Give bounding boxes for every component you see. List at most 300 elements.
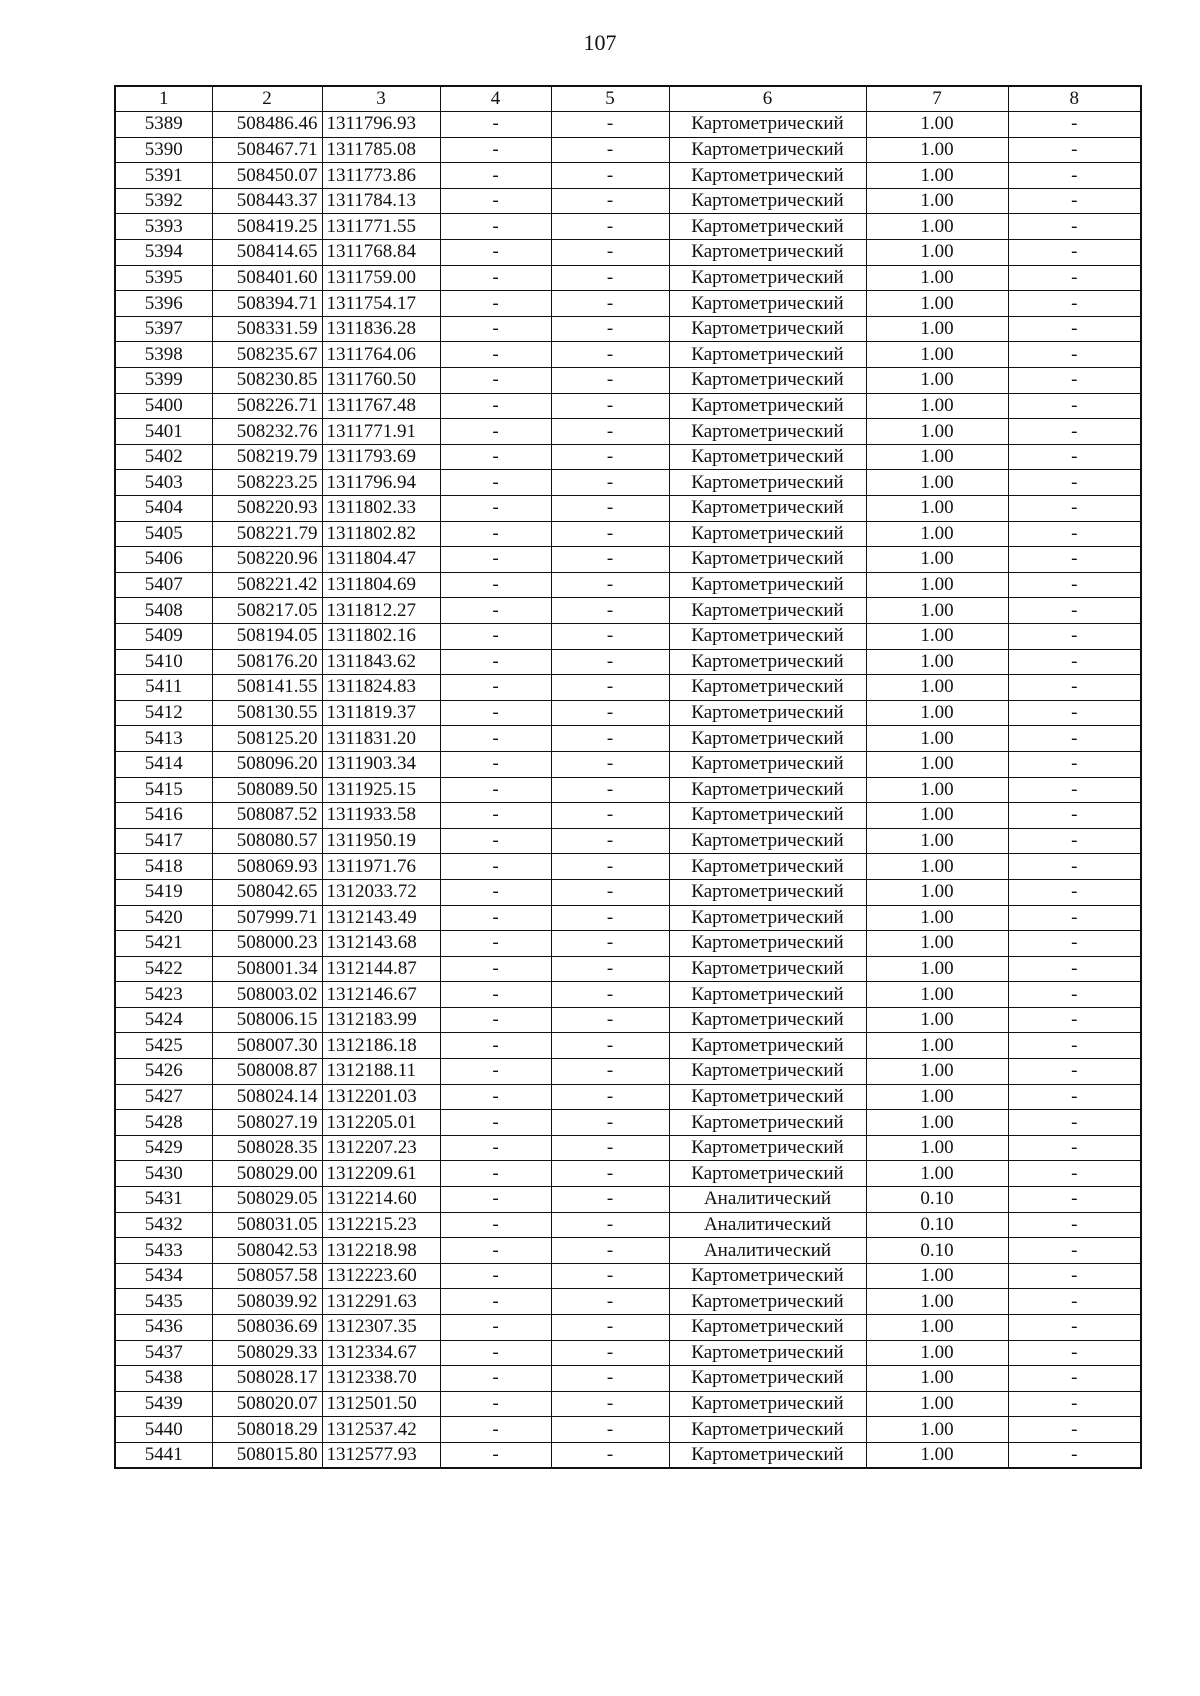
col4-cell: -	[440, 1340, 551, 1366]
table-row	[115, 1007, 1141, 1033]
col4-cell: -	[440, 393, 551, 419]
method-cell: Картометрический	[669, 1007, 866, 1033]
col8-cell: -	[1008, 1161, 1141, 1187]
accuracy-cell: 1.00	[866, 1289, 1008, 1315]
col4-cell: -	[440, 598, 551, 624]
col4-cell: -	[440, 214, 551, 240]
point-number-cell: 5424	[115, 1007, 212, 1033]
y-coordinate-cell: 1311843.62	[322, 649, 440, 675]
y-coordinate-cell: 1312209.61	[322, 1161, 440, 1187]
col8-cell: -	[1008, 726, 1141, 752]
method-cell: Картометрический	[669, 1135, 866, 1161]
table-row	[115, 1238, 1141, 1264]
y-coordinate-cell: 1312207.23	[322, 1135, 440, 1161]
point-number-cell: 5408	[115, 598, 212, 624]
col5-cell: -	[551, 444, 669, 470]
accuracy-cell: 1.00	[866, 623, 1008, 649]
col8-cell: -	[1008, 1366, 1141, 1392]
table-row	[115, 547, 1141, 573]
accuracy-cell: 1.00	[866, 316, 1008, 342]
col4-cell: -	[440, 444, 551, 470]
table-row	[115, 1135, 1141, 1161]
col5-cell: -	[551, 854, 669, 880]
col8-cell: -	[1008, 214, 1141, 240]
method-cell: Аналитический	[669, 1212, 866, 1238]
col5-cell: -	[551, 291, 669, 317]
method-cell: Картометрический	[669, 956, 866, 982]
accuracy-cell: 1.00	[866, 905, 1008, 931]
col5-cell: -	[551, 1417, 669, 1443]
col8-cell: -	[1008, 675, 1141, 701]
col5-cell: -	[551, 803, 669, 829]
col5-cell: -	[551, 163, 669, 189]
y-coordinate-cell: 1312307.35	[322, 1315, 440, 1341]
col4-cell: -	[440, 163, 551, 189]
point-number-cell: 5421	[115, 931, 212, 957]
col5-cell: -	[551, 342, 669, 368]
col4-cell: -	[440, 1059, 551, 1085]
x-coordinate-cell: 507999.71	[212, 905, 322, 931]
col8-cell: -	[1008, 751, 1141, 777]
x-coordinate-cell: 508000.23	[212, 931, 322, 957]
y-coordinate-cell: 1311767.48	[322, 393, 440, 419]
col5-cell: -	[551, 1161, 669, 1187]
table-row	[115, 803, 1141, 829]
point-number-cell: 5389	[115, 112, 212, 138]
table-row	[115, 521, 1141, 547]
x-coordinate-cell: 508223.25	[212, 470, 322, 496]
col4-cell: -	[440, 726, 551, 752]
col5-cell: -	[551, 1263, 669, 1289]
point-number-cell: 5427	[115, 1084, 212, 1110]
col5-cell: -	[551, 1059, 669, 1085]
table-row	[115, 982, 1141, 1008]
table-row	[115, 726, 1141, 752]
accuracy-cell: 1.00	[866, 1315, 1008, 1341]
table-row	[115, 1084, 1141, 1110]
col4-cell: -	[440, 291, 551, 317]
method-cell: Картометрический	[669, 547, 866, 573]
method-cell: Картометрический	[669, 214, 866, 240]
x-coordinate-cell: 508220.93	[212, 496, 322, 522]
x-coordinate-cell: 508096.20	[212, 751, 322, 777]
col5-cell: -	[551, 521, 669, 547]
col4-cell: -	[440, 956, 551, 982]
col8-cell: -	[1008, 419, 1141, 445]
col5-cell: -	[551, 240, 669, 266]
col8-cell: -	[1008, 342, 1141, 368]
col5-cell: -	[551, 905, 669, 931]
point-number-cell: 5434	[115, 1263, 212, 1289]
method-cell: Картометрический	[669, 777, 866, 803]
col4-cell: -	[440, 905, 551, 931]
method-cell: Картометрический	[669, 521, 866, 547]
y-coordinate-cell: 1312205.01	[322, 1110, 440, 1136]
col5-cell: -	[551, 137, 669, 163]
method-cell: Картометрический	[669, 726, 866, 752]
point-number-cell: 5438	[115, 1366, 212, 1392]
y-coordinate-cell: 1311933.58	[322, 803, 440, 829]
col5-cell: -	[551, 828, 669, 854]
accuracy-cell: 0.10	[866, 1187, 1008, 1213]
col5-cell: -	[551, 1340, 669, 1366]
x-coordinate-cell: 508007.30	[212, 1033, 322, 1059]
table-row	[115, 828, 1141, 854]
col4-cell: -	[440, 496, 551, 522]
col5-cell: -	[551, 700, 669, 726]
x-coordinate-cell: 508221.79	[212, 521, 322, 547]
method-cell: Картометрический	[669, 1110, 866, 1136]
table-row	[115, 956, 1141, 982]
col8-cell: -	[1008, 1187, 1141, 1213]
y-coordinate-cell: 1312223.60	[322, 1263, 440, 1289]
y-coordinate-cell: 1312334.67	[322, 1340, 440, 1366]
col4-cell: -	[440, 1442, 551, 1468]
table-row	[115, 905, 1141, 931]
x-coordinate-cell: 508029.33	[212, 1340, 322, 1366]
y-coordinate-cell: 1311802.82	[322, 521, 440, 547]
col8-cell: -	[1008, 1212, 1141, 1238]
table-row	[115, 1289, 1141, 1315]
accuracy-cell: 1.00	[866, 137, 1008, 163]
y-coordinate-cell: 1311759.00	[322, 265, 440, 291]
y-coordinate-cell: 1312188.11	[322, 1059, 440, 1085]
x-coordinate-cell: 508029.00	[212, 1161, 322, 1187]
accuracy-cell: 1.00	[866, 1059, 1008, 1085]
method-cell: Картометрический	[669, 419, 866, 445]
point-number-cell: 5410	[115, 649, 212, 675]
table-row	[115, 1366, 1141, 1392]
x-coordinate-cell: 508003.02	[212, 982, 322, 1008]
y-coordinate-cell: 1311819.37	[322, 700, 440, 726]
table-row	[115, 572, 1141, 598]
col4-cell: -	[440, 1007, 551, 1033]
method-cell: Картометрический	[669, 393, 866, 419]
y-coordinate-cell: 1311804.47	[322, 547, 440, 573]
x-coordinate-cell: 508027.19	[212, 1110, 322, 1136]
col8-cell: -	[1008, 112, 1141, 138]
column-header: 8	[1008, 86, 1141, 112]
x-coordinate-cell: 508221.42	[212, 572, 322, 598]
method-cell: Картометрический	[669, 1161, 866, 1187]
col4-cell: -	[440, 1315, 551, 1341]
col5-cell: -	[551, 572, 669, 598]
col4-cell: -	[440, 137, 551, 163]
col4-cell: -	[440, 982, 551, 1008]
table-row	[115, 496, 1141, 522]
x-coordinate-cell: 508042.53	[212, 1238, 322, 1264]
point-number-cell: 5425	[115, 1033, 212, 1059]
x-coordinate-cell: 508031.05	[212, 1212, 322, 1238]
col5-cell: -	[551, 188, 669, 214]
method-cell: Картометрический	[669, 649, 866, 675]
y-coordinate-cell: 1311764.06	[322, 342, 440, 368]
col8-cell: -	[1008, 1340, 1141, 1366]
y-coordinate-cell: 1312186.18	[322, 1033, 440, 1059]
y-coordinate-cell: 1311903.34	[322, 751, 440, 777]
point-number-cell: 5437	[115, 1340, 212, 1366]
point-number-cell: 5406	[115, 547, 212, 573]
y-coordinate-cell: 1311771.91	[322, 419, 440, 445]
method-cell: Картометрический	[669, 623, 866, 649]
method-cell: Картометрический	[669, 931, 866, 957]
col4-cell: -	[440, 265, 551, 291]
accuracy-cell: 1.00	[866, 1340, 1008, 1366]
point-number-cell: 5397	[115, 316, 212, 342]
col8-cell: -	[1008, 521, 1141, 547]
col4-cell: -	[440, 700, 551, 726]
accuracy-cell: 1.00	[866, 700, 1008, 726]
table-row	[115, 649, 1141, 675]
method-cell: Картометрический	[669, 368, 866, 394]
accuracy-cell: 1.00	[866, 572, 1008, 598]
x-coordinate-cell: 508080.57	[212, 828, 322, 854]
point-number-cell: 5432	[115, 1212, 212, 1238]
method-cell: Аналитический	[669, 1238, 866, 1264]
col4-cell: -	[440, 1238, 551, 1264]
point-number-cell: 5401	[115, 419, 212, 445]
method-cell: Картометрический	[669, 803, 866, 829]
y-coordinate-cell: 1312215.23	[322, 1212, 440, 1238]
col5-cell: -	[551, 1110, 669, 1136]
col4-cell: -	[440, 1033, 551, 1059]
column-header: 6	[669, 86, 866, 112]
table-row	[115, 623, 1141, 649]
table-body	[115, 112, 1141, 1468]
col4-cell: -	[440, 470, 551, 496]
method-cell: Картометрический	[669, 982, 866, 1008]
point-number-cell: 5429	[115, 1135, 212, 1161]
point-number-cell: 5393	[115, 214, 212, 240]
table-row	[115, 188, 1141, 214]
accuracy-cell: 1.00	[866, 1391, 1008, 1417]
col8-cell: -	[1008, 470, 1141, 496]
x-coordinate-cell: 508028.17	[212, 1366, 322, 1392]
point-number-cell: 5395	[115, 265, 212, 291]
accuracy-cell: 1.00	[866, 1417, 1008, 1443]
y-coordinate-cell: 1311760.50	[322, 368, 440, 394]
accuracy-cell: 1.00	[866, 496, 1008, 522]
x-coordinate-cell: 508015.80	[212, 1442, 322, 1468]
table-row	[115, 342, 1141, 368]
column-header: 4	[440, 86, 551, 112]
col8-cell: -	[1008, 1315, 1141, 1341]
col8-cell: -	[1008, 931, 1141, 957]
col8-cell: -	[1008, 879, 1141, 905]
x-coordinate-cell: 508232.76	[212, 419, 322, 445]
col5-cell: -	[551, 1366, 669, 1392]
x-coordinate-cell: 508029.05	[212, 1187, 322, 1213]
col5-cell: -	[551, 1238, 669, 1264]
accuracy-cell: 1.00	[866, 444, 1008, 470]
col4-cell: -	[440, 854, 551, 880]
x-coordinate-cell: 508006.15	[212, 1007, 322, 1033]
accuracy-cell: 1.00	[866, 470, 1008, 496]
table-row	[115, 751, 1141, 777]
col5-cell: -	[551, 112, 669, 138]
point-number-cell: 5404	[115, 496, 212, 522]
accuracy-cell: 1.00	[866, 163, 1008, 189]
point-number-cell: 5428	[115, 1110, 212, 1136]
y-coordinate-cell: 1312214.60	[322, 1187, 440, 1213]
x-coordinate-cell: 508130.55	[212, 700, 322, 726]
y-coordinate-cell: 1312338.70	[322, 1366, 440, 1392]
y-coordinate-cell: 1311831.20	[322, 726, 440, 752]
method-cell: Картометрический	[669, 163, 866, 189]
table-row	[115, 1187, 1141, 1213]
table-row	[115, 214, 1141, 240]
col4-cell: -	[440, 368, 551, 394]
point-number-cell: 5394	[115, 240, 212, 266]
col5-cell: -	[551, 956, 669, 982]
x-coordinate-cell: 508486.46	[212, 112, 322, 138]
col8-cell: -	[1008, 572, 1141, 598]
table-row	[115, 1161, 1141, 1187]
col8-cell: -	[1008, 649, 1141, 675]
y-coordinate-cell: 1312501.50	[322, 1391, 440, 1417]
method-cell: Картометрический	[669, 470, 866, 496]
col4-cell: -	[440, 1263, 551, 1289]
x-coordinate-cell: 508467.71	[212, 137, 322, 163]
point-number-cell: 5420	[115, 905, 212, 931]
col8-cell: -	[1008, 1238, 1141, 1264]
col4-cell: -	[440, 1417, 551, 1443]
x-coordinate-cell: 508331.59	[212, 316, 322, 342]
col8-cell: -	[1008, 828, 1141, 854]
method-cell: Картометрический	[669, 1340, 866, 1366]
x-coordinate-cell: 508414.65	[212, 240, 322, 266]
col5-cell: -	[551, 419, 669, 445]
table-row	[115, 1110, 1141, 1136]
y-coordinate-cell: 1312577.93	[322, 1442, 440, 1468]
col4-cell: -	[440, 1084, 551, 1110]
page-number: 107	[583, 30, 617, 55]
x-coordinate-cell: 508089.50	[212, 777, 322, 803]
point-number-cell: 5436	[115, 1315, 212, 1341]
table-row	[115, 1417, 1141, 1443]
accuracy-cell: 1.00	[866, 112, 1008, 138]
y-coordinate-cell: 1312143.49	[322, 905, 440, 931]
point-number-cell: 5422	[115, 956, 212, 982]
col5-cell: -	[551, 1212, 669, 1238]
accuracy-cell: 1.00	[866, 214, 1008, 240]
col4-cell: -	[440, 1289, 551, 1315]
col8-cell: -	[1008, 1442, 1141, 1468]
y-coordinate-cell: 1311773.86	[322, 163, 440, 189]
header-row	[115, 86, 1141, 112]
col4-cell: -	[440, 777, 551, 803]
col5-cell: -	[551, 751, 669, 777]
x-coordinate-cell: 508450.07	[212, 163, 322, 189]
x-coordinate-cell: 508230.85	[212, 368, 322, 394]
method-cell: Картометрический	[669, 700, 866, 726]
col5-cell: -	[551, 879, 669, 905]
col4-cell: -	[440, 419, 551, 445]
method-cell: Картометрический	[669, 342, 866, 368]
accuracy-cell: 1.00	[866, 751, 1008, 777]
y-coordinate-cell: 1311796.93	[322, 112, 440, 138]
col4-cell: -	[440, 828, 551, 854]
accuracy-cell: 1.00	[866, 675, 1008, 701]
point-number-cell: 5399	[115, 368, 212, 394]
method-cell: Аналитический	[669, 1187, 866, 1213]
accuracy-cell: 1.00	[866, 879, 1008, 905]
col8-cell: -	[1008, 265, 1141, 291]
x-coordinate-cell: 508057.58	[212, 1263, 322, 1289]
y-coordinate-cell: 1311785.08	[322, 137, 440, 163]
point-number-cell: 5435	[115, 1289, 212, 1315]
table-row	[115, 675, 1141, 701]
point-number-cell: 5402	[115, 444, 212, 470]
col8-cell: -	[1008, 956, 1141, 982]
method-cell: Картометрический	[669, 1033, 866, 1059]
col4-cell: -	[440, 547, 551, 573]
table-row	[115, 879, 1141, 905]
y-coordinate-cell: 1311812.27	[322, 598, 440, 624]
col4-cell: -	[440, 803, 551, 829]
accuracy-cell: 0.10	[866, 1238, 1008, 1264]
accuracy-cell: 1.00	[866, 777, 1008, 803]
point-number-cell: 5407	[115, 572, 212, 598]
col8-cell: -	[1008, 188, 1141, 214]
col5-cell: -	[551, 1135, 669, 1161]
col8-cell: -	[1008, 1033, 1141, 1059]
col8-cell: -	[1008, 1084, 1141, 1110]
accuracy-cell: 1.00	[866, 982, 1008, 1008]
col4-cell: -	[440, 1187, 551, 1213]
col8-cell: -	[1008, 623, 1141, 649]
x-coordinate-cell: 508125.20	[212, 726, 322, 752]
col5-cell: -	[551, 982, 669, 1008]
accuracy-cell: 1.00	[866, 265, 1008, 291]
accuracy-cell: 1.00	[866, 598, 1008, 624]
col8-cell: -	[1008, 982, 1141, 1008]
accuracy-cell: 1.00	[866, 419, 1008, 445]
col5-cell: -	[551, 496, 669, 522]
col8-cell: -	[1008, 905, 1141, 931]
point-number-cell: 5440	[115, 1417, 212, 1443]
y-coordinate-cell: 1312291.63	[322, 1289, 440, 1315]
col5-cell: -	[551, 726, 669, 752]
x-coordinate-cell: 508028.35	[212, 1135, 322, 1161]
y-coordinate-cell: 1312146.67	[322, 982, 440, 1008]
x-coordinate-cell: 508039.92	[212, 1289, 322, 1315]
y-coordinate-cell: 1311836.28	[322, 316, 440, 342]
y-coordinate-cell: 1311784.13	[322, 188, 440, 214]
method-cell: Картометрический	[669, 1442, 866, 1468]
point-number-cell: 5416	[115, 803, 212, 829]
accuracy-cell: 1.00	[866, 1366, 1008, 1392]
point-number-cell: 5390	[115, 137, 212, 163]
table-row	[115, 1315, 1141, 1341]
accuracy-cell: 1.00	[866, 521, 1008, 547]
col5-cell: -	[551, 1315, 669, 1341]
accuracy-cell: 1.00	[866, 1263, 1008, 1289]
col8-cell: -	[1008, 1135, 1141, 1161]
table-row	[115, 1263, 1141, 1289]
col5-cell: -	[551, 1442, 669, 1468]
table-row	[115, 777, 1141, 803]
col4-cell: -	[440, 931, 551, 957]
point-number-cell: 5400	[115, 393, 212, 419]
col8-cell: -	[1008, 316, 1141, 342]
col8-cell: -	[1008, 777, 1141, 803]
col4-cell: -	[440, 521, 551, 547]
col8-cell: -	[1008, 1289, 1141, 1315]
accuracy-cell: 1.00	[866, 393, 1008, 419]
col4-cell: -	[440, 1391, 551, 1417]
table-header	[115, 86, 1141, 112]
